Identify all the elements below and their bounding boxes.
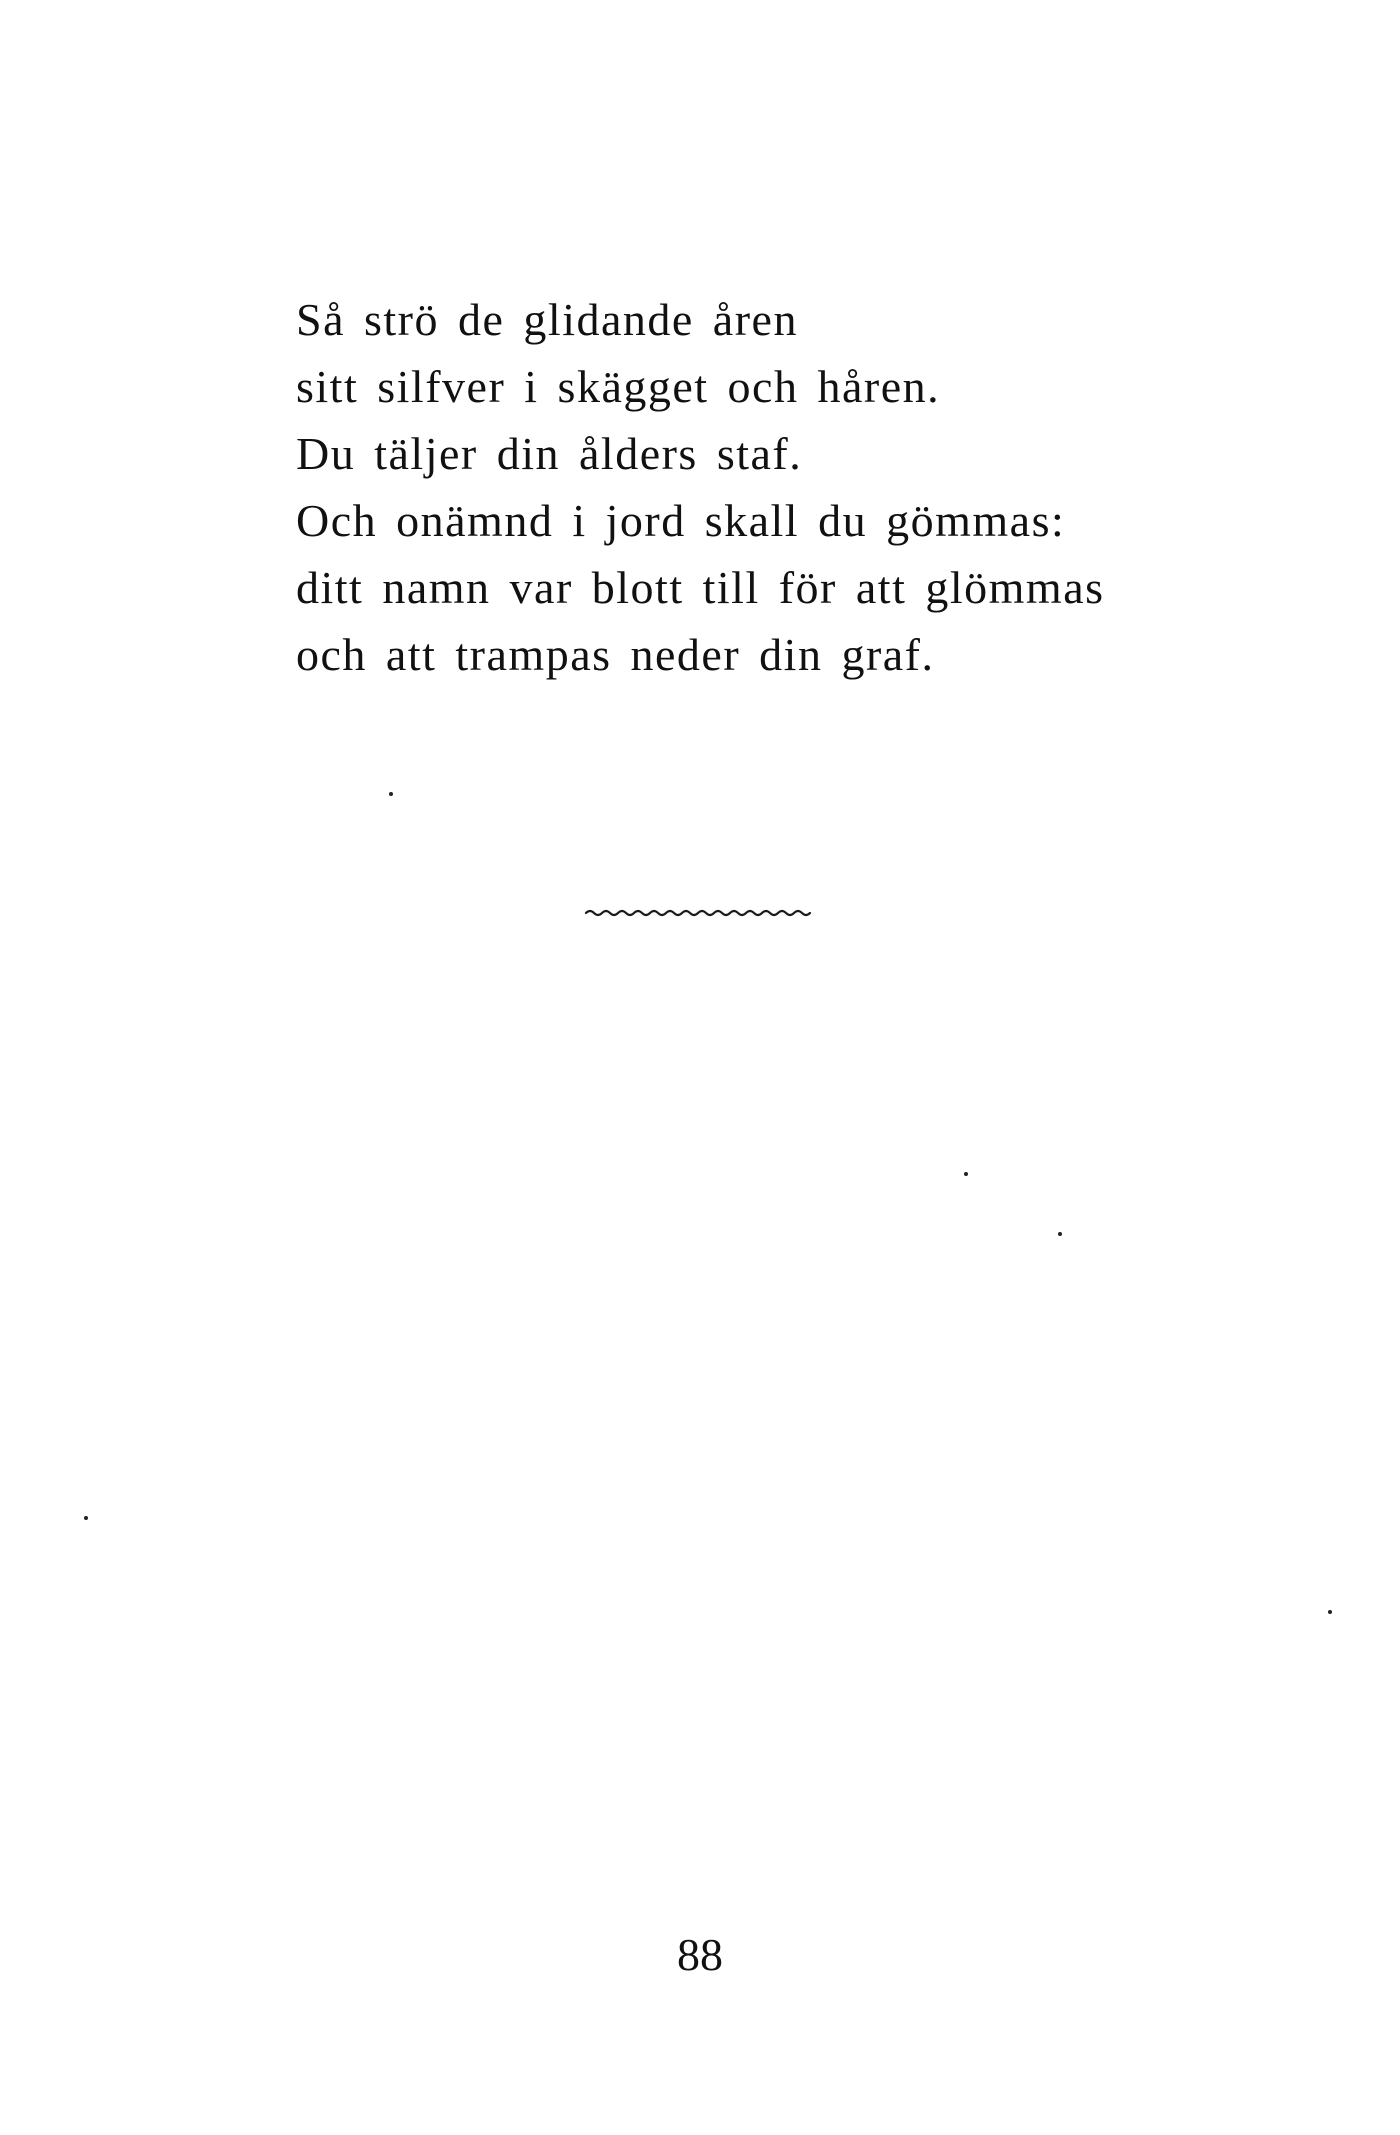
poem-line: Du täljer din ålders staf. <box>296 428 803 479</box>
print-speck <box>1058 1232 1062 1236</box>
print-speck <box>389 792 393 796</box>
print-speck <box>1328 1610 1332 1614</box>
print-speck <box>964 1172 968 1176</box>
poem-stanza <box>296 286 1105 688</box>
poem-line: sitt silfver i skägget och håren. <box>296 361 941 412</box>
poem-line: ditt namn var blott till för att glömmas <box>296 562 1105 613</box>
wavy-rule-icon <box>584 906 816 920</box>
page-number: 88 <box>677 1929 723 1980</box>
print-speck <box>84 1516 88 1520</box>
poem-line: Så strö de glidande åren <box>296 294 798 345</box>
poem-line: Och onämnd i jord skall du gömmas: <box>296 495 1066 546</box>
poem-line: och att trampas neder din graf. <box>296 629 935 680</box>
